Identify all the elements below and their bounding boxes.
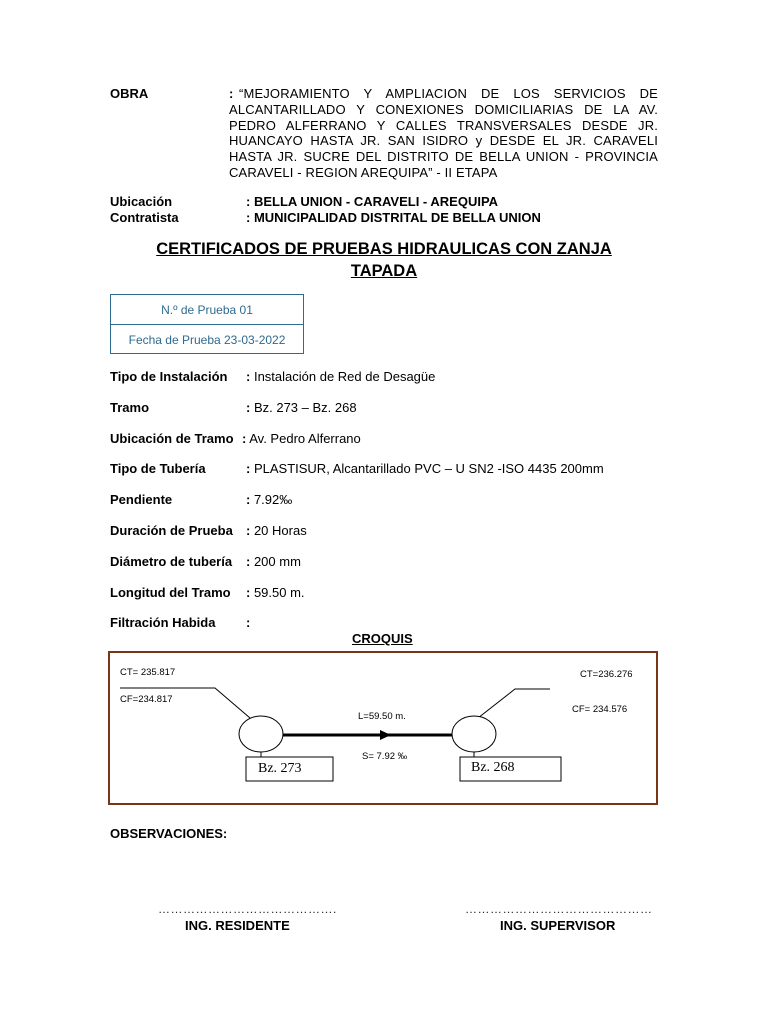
field-value: Instalación de Red de Desagüe (250, 369, 436, 384)
test-info-box (110, 294, 304, 354)
signature-line-right: ……………………………………… (465, 902, 653, 916)
right-box-label: Bz. 268 (471, 760, 515, 775)
test-number: N.º de Prueba 01 (161, 302, 253, 317)
field-label: Tramo (110, 400, 150, 415)
field-value: Av. Pedro Alferrano (246, 431, 361, 446)
obra-colon: : (229, 86, 234, 101)
field-value: Bz. 273 – Bz. 268 (250, 400, 357, 415)
field-label: Tipo de Tubería (110, 461, 206, 476)
field-colon: : (246, 523, 251, 538)
observaciones-label: OBSERVACIONES: (110, 826, 228, 841)
field-label: Tipo de Instalación (110, 369, 228, 384)
field-value: PLASTISUR, Alcantarillado PVC – U SN2 -ISO 4435 200mm (250, 461, 604, 476)
flow-arrow (380, 730, 391, 740)
obra-description (229, 86, 658, 181)
ubicacion-label: Ubicación (110, 194, 173, 209)
slope-label: S= 7.92 ‰ (362, 751, 408, 762)
length-label: L=59.50 m. (358, 711, 406, 722)
left-ct: CT= 235.817 (120, 667, 176, 678)
title-line-2: TAPADA (350, 262, 418, 280)
croquis-drawing (110, 653, 656, 803)
field-colon: : (246, 585, 251, 600)
obra-text: “MEJORAMIENTO Y AMPLIACION DE LOS SERVICIOS DE ALCANTARILLADO Y CONEXIONES DOMICILIARIAS DE LA AV. PEDRO ALFERRANO Y CALLES TRANSVERSALES DESDE JR. HUANCAYO HASTA JR. SAN ISIDRO y DESDE EL JR. CARAVELI HASTA JR. SUCRE DEL DISTRITO DE BELLA UNION - PROVINCIA CARAVELI - REGION AREQUIPA” - II ETAPA (229, 86, 658, 180)
contratista-label: Contratista (110, 210, 179, 225)
field-colon: : (246, 492, 251, 507)
field-label: Ubicación de Tramo (110, 431, 234, 446)
field-value: 7.92‰ (250, 492, 293, 507)
field-colon: : (242, 431, 247, 446)
left-box-label: Bz. 273 (258, 761, 302, 776)
field-value: 59.50 m. (250, 585, 305, 600)
title-line-1: CERTIFICADOS DE PRUEBAS HIDRAULICAS CON ZANJA (156, 240, 612, 258)
manhole-left (239, 716, 283, 752)
signature-line-left: ……………………………………. (158, 902, 337, 916)
signature-label-right: ING. SUPERVISOR (500, 918, 616, 933)
field-value: 200 mm (250, 554, 301, 569)
field-label: Pendiente (110, 492, 173, 507)
right-cf: CF= 234.576 (572, 704, 628, 715)
page-title (110, 238, 658, 282)
field-colon: : (246, 400, 251, 415)
field-colon: : (246, 461, 251, 476)
test-date: Fecha de Prueba 23-03-2022 (111, 324, 303, 355)
right-ct: CT=236.276 (580, 669, 633, 680)
field-label: Diámetro de tubería (110, 554, 233, 569)
field-colon: : (246, 554, 251, 569)
field-label: Longitud del Tramo (110, 585, 231, 600)
left-cf: CF=234.817 (120, 694, 173, 705)
field-value: 20 Horas (250, 523, 307, 538)
croquis-sketch (108, 651, 658, 805)
signature-label-left: ING. RESIDENTE (185, 918, 290, 933)
field-colon: : (246, 369, 251, 384)
contratista-value: : MUNICIPALIDAD DISTRITAL DE BELLA UNION (246, 210, 541, 225)
field-label: Duración de Prueba (110, 523, 233, 538)
ubicacion-value: : BELLA UNION - CARAVELI - AREQUIPA (246, 194, 499, 209)
right-leader-line (478, 689, 550, 718)
field-colon: : (246, 615, 251, 630)
obra-label: OBRA (110, 86, 149, 101)
manhole-right (452, 716, 496, 752)
croquis-title: CROQUIS (352, 631, 413, 646)
field-label: Filtración Habida (110, 615, 216, 630)
